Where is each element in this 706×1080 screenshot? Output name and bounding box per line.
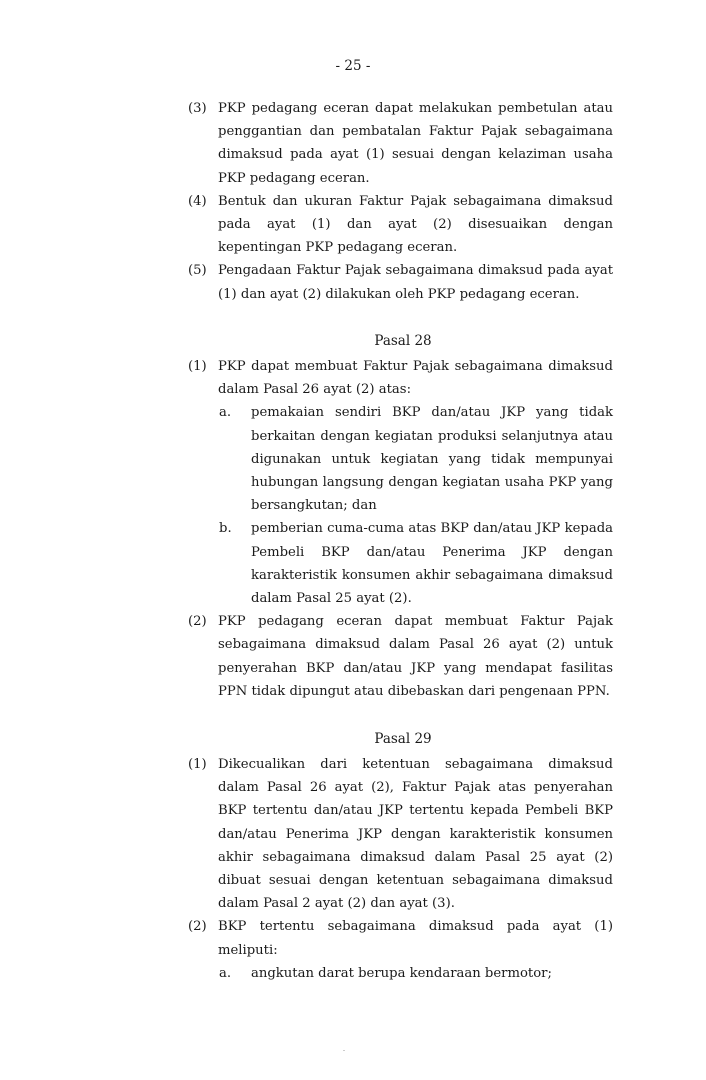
paragraph-item: [188, 355, 613, 401]
item-number: (5): [188, 263, 207, 279]
pasal-29-body: [0, 753, 706, 985]
item-number: (2): [188, 614, 207, 630]
sub-item: [219, 962, 613, 985]
sub-item-text: angkutan darat berupa kendaraan bermotor;: [251, 965, 552, 981]
sub-item: [219, 517, 613, 610]
sub-item-letter: a.: [219, 965, 232, 981]
item-text: PKP pedagang eceran dapat membuat Faktur Pajak sebagaimana dimaksud dalam Pasal 26 ayat (2) untuk penyerahan BKP dan/atau JKP yang mendapat fasilitas PPN tidak dipungut atau dibebaskan dari pengenaan PPN.: [218, 614, 613, 699]
pasal-28-title: Pasal 28: [374, 333, 432, 349]
item-text: PKP pedagang eceran dapat melakukan pembetulan atau penggantian dan pembatalan Faktur Pajak sebagaimana dimaksud pada ayat (1) sesuai dengan kelaziman usaha PKP pedagang eceran.: [218, 101, 613, 186]
item-text: BKP tertentu sebagaimana dimaksud pada ayat (1) meliputi:: [218, 919, 613, 958]
item-text: PKP dapat membuat Faktur Pajak sebagaimana dimaksud dalam Pasal 26 ayat (2) atas:: [218, 359, 613, 398]
scan-speck: [343, 1050, 345, 1051]
item-number: (4): [188, 193, 207, 209]
pasal-28-body: [0, 355, 706, 703]
paragraph-item: [188, 610, 613, 703]
item-number: (1): [188, 359, 207, 374]
item-text: Bentuk dan ukuran Faktur Pajak sebagaimana dimaksud pada ayat (1) dan ayat (2) disesuaikan dengan kepentingan PKP pedagang eceran.: [218, 193, 613, 256]
section-continuation: [0, 97, 706, 306]
paragraph-item: [188, 259, 613, 305]
paragraph-item: [188, 753, 613, 915]
sub-item-letter: b.: [219, 521, 232, 537]
paragraph-item: [188, 97, 613, 190]
item-text: Dikecualikan dari ketentuan sebagaimana dimaksud dalam Pasal 26 ayat (2), Faktur Pajak atas penyerahan BKP tertentu dan/atau JKP tertentu kepada Pembeli BKP dan/atau Penerima JKP dengan karakteristik konsumen akhir sebagaimana dimaksud dalam Pasal 25 ayat (2) dibuat sesuai dengan ketentuan sebagaimana dimaksud dalam Pasal 2 ayat (2) dan ayat (3).: [218, 757, 613, 912]
sub-item: [219, 401, 613, 517]
sub-item-text: pemberian cuma-cuma atas BKP dan/atau JKP kepada Pembeli BKP dan/atau Penerima JKP dengan karakteristik konsumen akhir sebagaimana dimaksud dalam Pasal 25 ayat (2).: [251, 521, 613, 607]
sub-item-letter: a.: [219, 405, 232, 421]
paragraph-item: [188, 190, 613, 260]
page-number: - 25 -: [335, 58, 371, 74]
item-text: Pengadaan Faktur Pajak sebagaimana dimaksud pada ayat (1) dan ayat (2) dilakukan oleh PKP pedagang eceran.: [218, 263, 613, 302]
sub-item-text: pemakaian sendiri BKP dan/atau JKP yang tidak berkaitan dengan kegiatan produksi selanjutnya atau digunakan untuk kegiatan yang tidak mempunyai hubungan langsung dengan kegiatan usaha PKP yang bersangkutan; dan: [251, 405, 613, 514]
item-number: (2): [188, 919, 207, 935]
item-number: (1): [188, 757, 207, 772]
item-number: (3): [188, 101, 207, 116]
pasal-29-title: Pasal 29: [374, 731, 432, 747]
paragraph-item: [188, 915, 613, 961]
